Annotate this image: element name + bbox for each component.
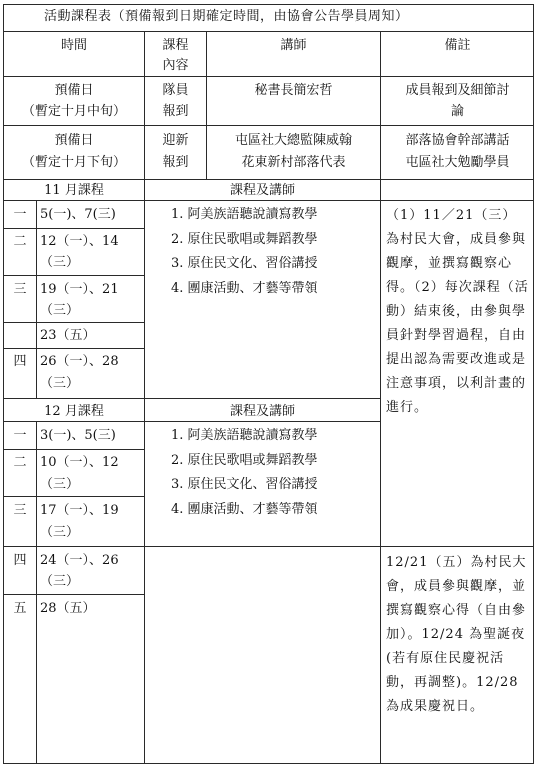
nov-week-num: 二 [13,234,27,249]
nov-course-header: 課程及講師 [229,183,295,198]
rule-nov-w3 [3,322,144,323]
nov-course-item: 2. 原住民歌唱或舞蹈教學 [171,232,318,247]
prep2-note-2: 屯區社大勉勵學員 [405,155,510,170]
rule-prep1 [3,125,534,126]
page-title: 活動課程表（預備報到日期確定時間，由協會公告學員周知） [44,9,409,24]
nov-week-dates-cont: （三） [40,303,80,318]
prep1-time-1: 預備日 [54,83,94,98]
dec-week-num: 五 [13,601,27,616]
nov-course-item: 3. 原住民文化、習俗講授 [171,256,318,271]
prep2-time-1: 預備日 [54,133,94,148]
rule-dec-w4 [3,594,144,595]
prep1-content-2: 報到 [162,104,189,119]
prep2-note-1: 部落協會幹部講話 [405,133,510,148]
rule-dec-w3 [3,546,534,547]
prep1-note-2: 論 [450,104,464,119]
nov-header: 11 月課程 [44,183,104,198]
dec-week-num: 三 [13,503,27,518]
col-rule-week-nov [36,200,37,398]
nov-week-num: 一 [13,207,27,222]
prep1-content-1: 隊員 [162,83,189,98]
dec-week-dates-cont: （三） [40,574,80,589]
col-rule-week-dec [36,421,37,763]
dec-week-dates: 24（一）、26 [40,553,119,568]
nov-week-dates: 26（一）、28 [40,354,119,369]
header-time: 時間 [60,38,87,53]
rule-title [3,31,534,32]
dec-week-dates: 3(一)、5(三) [40,428,116,443]
nov-week-dates: 19（一）、21 [40,282,119,297]
dec-note: 12/21（五）為村民大會，成員參與觀摩，並撰寫觀察心得（自由參加）。12/24 為聖誕夜(若有原住民慶祝活動，再調整)。12/28 為成果慶祝日。 [386,555,527,714]
rule-nov-w4 [3,348,144,349]
dec-week-dates: 17（一）、19 [40,503,119,518]
prep1-note-1: 成員報到及細節討 [405,83,510,98]
prep2-teacher-1: 屯區社大總監陳威翰 [234,133,352,148]
nov-week-num: 三 [13,282,27,297]
rule-nov-w1 [3,228,144,229]
rule-dec-w2 [3,496,144,497]
rule-prep2 [3,179,534,180]
nov-week-dates-cont: （三） [40,376,80,391]
nov-week-num: 四 [13,354,27,369]
dec-week-dates: 28（五） [40,601,96,616]
dec-course-item: 2. 原住民歌唱或舞蹈教學 [171,453,318,468]
header-content-1: 課程 [162,38,189,53]
dec-week-num: 一 [13,428,27,443]
dec-course-item: 1. 阿美族語聽說讀寫教學 [171,428,318,443]
dec-course-item: 4. 團康活動、才藝等帶領 [171,502,318,517]
header-note: 備註 [444,38,471,53]
rule-header [3,76,534,77]
prep1-time-2: （暫定十月中旬） [21,104,126,119]
dec-week-dates-cont: （三） [40,525,80,540]
dec-week-dates: 10（一）、12 [40,455,119,470]
prep2-content-1: 迎新 [162,133,189,148]
prep2-teacher-2: 花東新村部落代表 [241,155,346,170]
nov-week-dates: 5(一)、7(三) [40,207,116,222]
prep2-content-2: 報到 [162,155,189,170]
rule-nov-w2 [3,275,144,276]
nov-week-dates-cont: （三） [40,255,80,270]
nov-week-dates: 23（五） [40,328,96,343]
dec-course-header: 課程及講師 [229,404,295,419]
prep1-teacher: 秘書長簡宏哲 [254,83,333,98]
dec-course-item: 3. 原住民文化、習俗講授 [171,477,318,492]
header-content-2: 內容 [162,58,189,73]
col-rule-course [144,200,145,763]
dec-week-dates-cont: （三） [40,477,80,492]
rule-nov-end [3,398,380,399]
dec-header: 12 月課程 [44,404,104,419]
rule-nov-header [3,200,534,201]
header-teacher: 講師 [280,38,307,53]
dec-week-num: 二 [13,455,27,470]
nov-note: （1）11／21（三）為村民大會，成員參與觀摩，並撰寫觀察心得。（2）每次課程（活動）結束後，由參與學員針對學習過程，自由提出認為需要改進或是注意事項，以利計畫的進行。 [386,208,529,415]
dec-week-num: 四 [13,553,27,568]
nov-course-item: 1. 阿美族語聽說讀寫教學 [171,207,318,222]
rule-dec-w1 [3,449,144,450]
nov-course-item: 4. 團康活動、才藝等帶領 [171,281,318,296]
rule-dec-header [3,421,380,422]
nov-week-dates: 12（一）、14 [40,234,119,249]
prep2-time-2: （暫定十月下旬） [21,155,126,170]
